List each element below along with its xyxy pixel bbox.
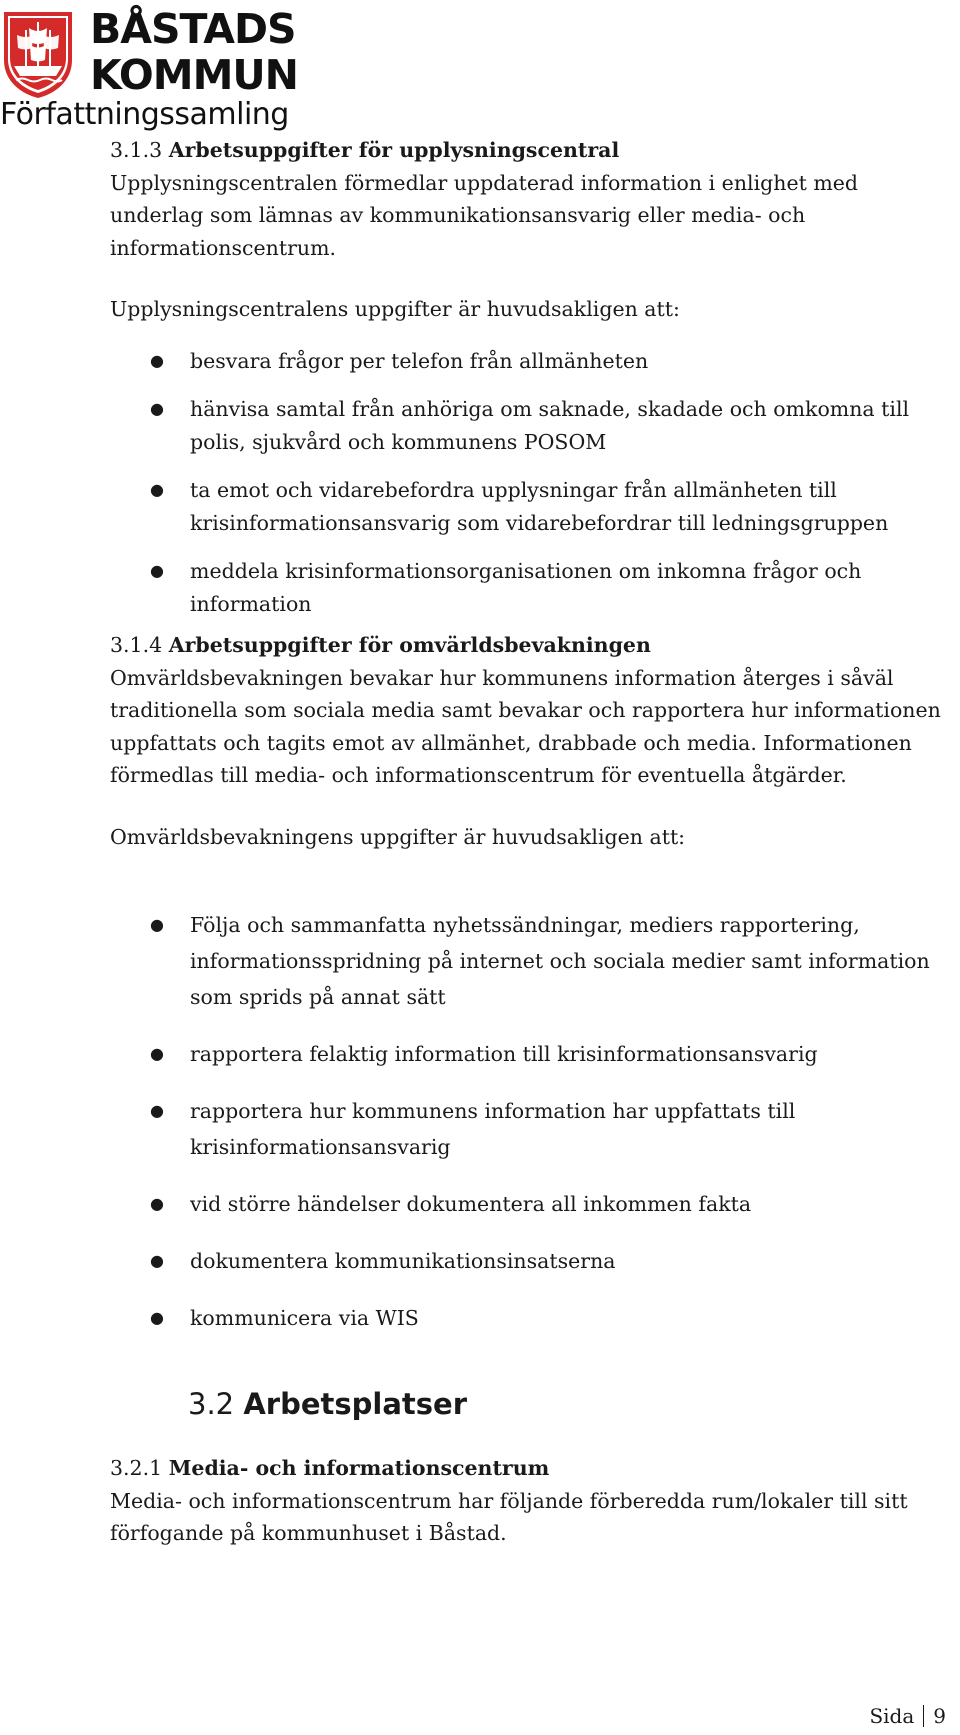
section-321-heading xyxy=(110,1452,956,1485)
section-314-list xyxy=(110,907,956,1336)
section-32-heading xyxy=(188,1384,956,1424)
section-314-heading xyxy=(110,629,956,662)
list-item-text: vid större händelser dokumentera all inkommen fakta xyxy=(190,1192,752,1216)
list-item-text: hänvisa samtal från anhöriga om saknade, skadade och omkomna till polis, sjukvård och kommunens POSOM xyxy=(190,397,910,454)
bullet-icon: ● xyxy=(150,1101,164,1120)
municipality-logo xyxy=(0,6,320,136)
page-separator xyxy=(923,1705,924,1727)
section-32-number: 3.2 xyxy=(188,1387,235,1421)
bullet-icon: ● xyxy=(150,915,164,934)
list-item-text: meddela krisinformationsorganisationen om inkomna frågor och information xyxy=(190,559,862,616)
bullet-icon: ● xyxy=(150,350,164,370)
list-item-text: rapportera hur kommunens information har uppfattats till krisinformationsansvarig xyxy=(190,1099,796,1159)
list-item-text: Följa och sammanfatta nyhetssändningar, mediers rapportering, informationsspridning på internet och sociala medier samt information som sprids på annat sätt xyxy=(190,913,930,1009)
list-item xyxy=(110,474,956,539)
document-body xyxy=(110,134,956,1550)
page-number xyxy=(869,1704,946,1728)
bullet-icon: ● xyxy=(150,1044,164,1063)
section-313-number: 3.1.3 xyxy=(110,138,163,162)
logo-title-line2: KOMMUN xyxy=(90,51,298,99)
list-item-text: dokumentera kommunikationsinsatserna xyxy=(190,1249,616,1273)
section-314-number: 3.1.4 xyxy=(110,633,163,657)
bullet-icon: ● xyxy=(150,1194,164,1213)
list-item xyxy=(110,907,956,1015)
list-item xyxy=(110,1036,956,1072)
list-item xyxy=(110,393,956,458)
list-item xyxy=(110,1186,956,1222)
list-item xyxy=(110,345,956,378)
list-item-text: rapportera felaktig information till krisinformationsansvarig xyxy=(190,1042,818,1066)
section-321-title: Media- och informationscentrum xyxy=(168,1456,550,1480)
logo-title-line1: BÅSTADS xyxy=(90,5,296,53)
bullet-icon: ● xyxy=(150,480,164,499)
page-number-value: 9 xyxy=(933,1704,946,1728)
list-item-text: besvara frågor per telefon från allmänheten xyxy=(190,348,649,373)
list-item xyxy=(110,555,956,620)
list-item xyxy=(110,1300,956,1336)
section-313-paragraph: Upplysningscentralen förmedlar uppdaterad information i enlighet med underlag som lämnas av kommunikationsansvarig eller media- och informationscentrum. xyxy=(110,170,859,260)
list-item xyxy=(110,1243,956,1279)
bullet-icon: ● xyxy=(150,399,164,418)
collection-title: Författningssamling xyxy=(0,97,289,132)
bullet-icon: ● xyxy=(150,561,164,580)
section-314-paragraph: Omvärldsbevakningen bevakar hur kommunens information återges i såväl traditionella som sociala media samt bevakar och rapportera hur informationen uppfattats och tagits emot av allmänhet, drabbade och media. Informationen förmedlas till media- och informationscentrum för eventuella åtgärder. xyxy=(110,665,941,787)
list-item xyxy=(110,1093,956,1165)
bullet-icon: ● xyxy=(150,1308,164,1327)
section-313-heading xyxy=(110,134,956,167)
list-item-text: ta emot och vidarebefordra upplysningar från allmänheten till krisinformationsansvarig som vidarebefordrar till ledningsgruppen xyxy=(190,478,889,535)
section-314-title: Arbetsuppgifter för omvärldsbevakningen xyxy=(168,633,651,657)
section-321-number: 3.2.1 xyxy=(110,1456,163,1480)
section-314-lead: Omvärldsbevakningens uppgifter är huvudsakligen att: xyxy=(110,824,686,849)
bullet-icon: ● xyxy=(150,1251,164,1270)
list-item-text: kommunicera via WIS xyxy=(190,1306,419,1330)
ship-crest-icon xyxy=(0,8,76,100)
section-313-title: Arbetsuppgifter för upplysningscentral xyxy=(168,138,620,162)
section-321-paragraph: Media- och informationscentrum har följande förberedda rum/lokaler till sitt förfogande på kommunhuset i Båstad. xyxy=(110,1488,908,1545)
section-313-lead: Upplysningscentralens uppgifter är huvudsakligen att: xyxy=(110,297,680,321)
section-313-list xyxy=(110,345,956,621)
section-32-title: Arbetsplatser xyxy=(243,1387,468,1421)
page-label: Sida xyxy=(869,1704,915,1728)
